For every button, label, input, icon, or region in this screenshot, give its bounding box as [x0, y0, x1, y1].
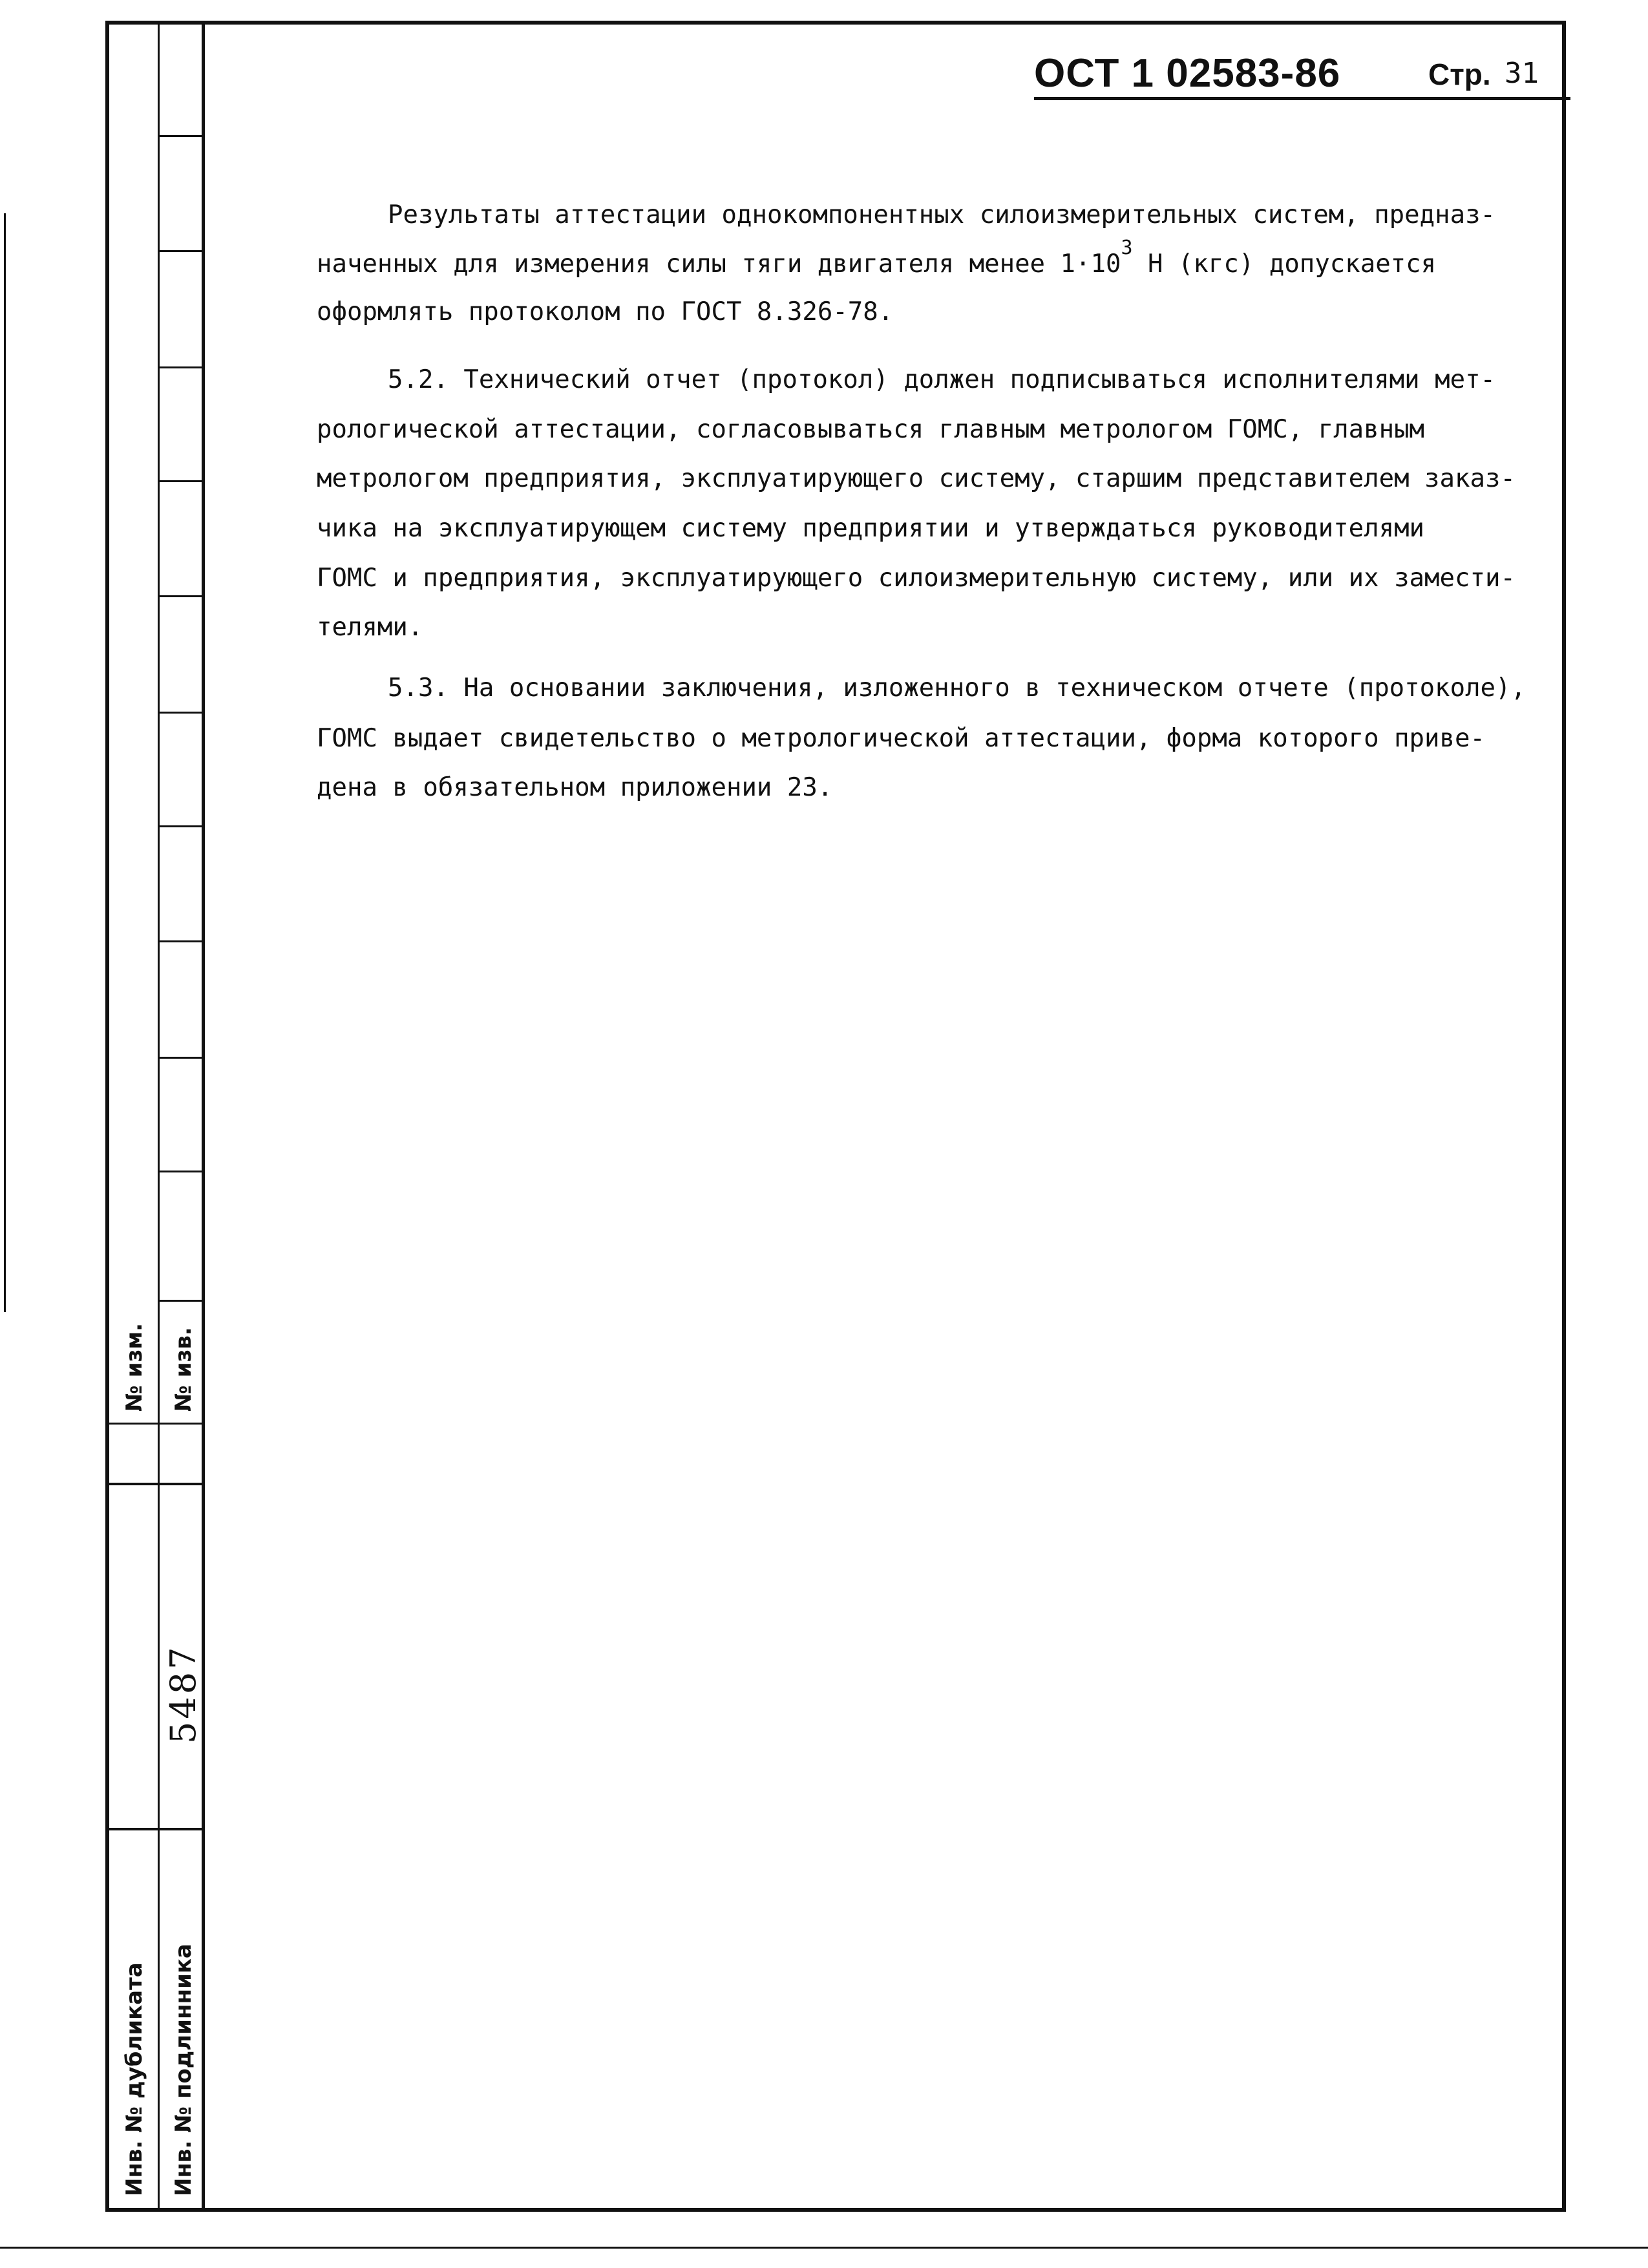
- scan-edge-bottom: [0, 2247, 1648, 2249]
- page-label: Стр.: [1428, 58, 1491, 91]
- original-inventory-number: 5487: [163, 1644, 204, 1744]
- paragraph-3-line-3: дена в обязательном приложении 23.: [317, 773, 833, 802]
- scan-edge-left: [4, 213, 6, 1312]
- exponent: 3: [1121, 237, 1133, 259]
- notice-number-label: № изв.: [171, 1327, 196, 1412]
- strip-cell: [158, 25, 203, 137]
- strip-cell: [158, 827, 203, 942]
- paragraph-2-line-1: 5.2. Технический отчет (протокол) должен подписываться исполнителями мет-: [388, 365, 1496, 394]
- paragraph-1-line-2: [317, 237, 1437, 279]
- strip-cell: [158, 1172, 203, 1302]
- paragraph-1-line-2-end: Н (кгс) допускается: [1132, 249, 1437, 279]
- change-number-label: № изм.: [121, 1322, 147, 1412]
- paragraph-1-line-2-start: наченных для измерения силы тяги двигателя менее 1·10: [317, 249, 1121, 279]
- paragraph-1-line-1: Результаты аттестации однокомпонентных силоизмерительных систем, предназ-: [388, 200, 1496, 229]
- paragraph-2-line-3: метрологом предприятия, эксплуатирующего систему, старшим представителем заказ-: [317, 464, 1516, 493]
- page-number: 31: [1505, 57, 1539, 90]
- strip-separator: [107, 1483, 203, 1485]
- strip-cell: [158, 137, 203, 252]
- strip-cell: [158, 368, 203, 482]
- duplicate-inventory-label: Инв. № дубликата: [121, 1962, 147, 2196]
- paragraph-3-line-1: 5.3. На основании заключения, изложенного в техническом отчете (протоколе),: [388, 673, 1526, 703]
- paragraph-3-line-2: ГОМС выдает свидетельство о метрологической аттестации, форма которого приве-: [317, 724, 1485, 753]
- standard-number: ОСТ 1 02583-86: [1034, 51, 1341, 96]
- page-frame: [105, 21, 1566, 2212]
- strip-cell: [158, 252, 203, 368]
- header-rule: [1034, 97, 1570, 100]
- paragraph-2-line-2: рологической аттестации, согласовываться главным метрологом ГОМС, главным: [317, 415, 1425, 444]
- strip-cell: [158, 482, 203, 597]
- strip-separator: [107, 1828, 203, 1830]
- paragraph-2-line-5: ГОМС и предприятия, эксплуатирующего силоизмерительную систему, или их замести-: [317, 564, 1516, 593]
- paragraph-2-line-4: чика на эксплуатирующем систему предприятии и утверждаться руководителями: [317, 514, 1425, 543]
- strip-cell: [158, 714, 203, 827]
- strip-cell: [158, 942, 203, 1059]
- original-inventory-label: Инв. № подлинника: [171, 1944, 196, 2196]
- paragraph-1-line-3: оформлять протоколом по ГОСТ 8.326-78.: [317, 297, 894, 326]
- page-header: [1034, 50, 1570, 103]
- strip-cell: [158, 1059, 203, 1172]
- paragraph-2-line-6: телями.: [317, 613, 423, 642]
- left-stamp-strip: [107, 25, 204, 2208]
- strip-cell: [158, 597, 203, 714]
